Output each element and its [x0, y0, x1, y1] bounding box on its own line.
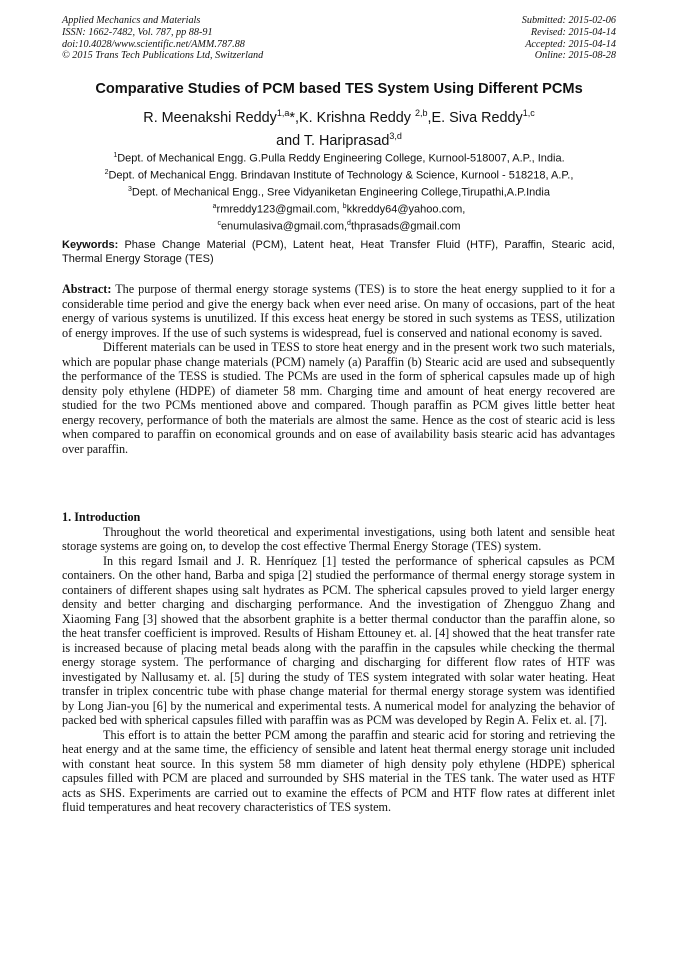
author-name: K. Krishna Reddy: [299, 109, 415, 126]
accepted-date: Accepted: 2015-04-14: [525, 38, 616, 50]
author-line-2: [0, 127, 678, 150]
email-address: kkreddy64@yahoo.com,: [346, 203, 466, 216]
author-name: R. Meenakshi Reddy: [143, 109, 277, 126]
affiliation-2: [0, 166, 678, 183]
affiliation-text: Dept. of Mechanical Engg. Brindavan Institute of Technology & Science, Kurnool - 518218, A.P.,: [108, 169, 574, 182]
author-name: ,E. Siva Reddy: [427, 109, 523, 126]
intro-paragraph-1: Throughout the world theoretical and experimental investigations, using both latent and sensible heat storage systems are going on, to develop the cost effective Thermal Energy Storage (TES) system.: [62, 524, 615, 553]
affiliation-1: [0, 149, 678, 166]
doi-line: doi:10.4028/www.scientific.net/AMM.787.88: [62, 38, 245, 50]
email-line-1: [0, 200, 678, 217]
email-superscript: a: [212, 203, 217, 211]
keywords-block: [62, 238, 615, 266]
abstract-text: The purpose of thermal energy storage systems (TES) is to store the heat energy supplied to it for a considerable time period and give the energy back when ever need arise. On many of occasions, part of the heat energy of various systems is unutilized. If this excess heat energy be stored in such systems as TESS, utilization of energy improves. If the use of such systems is widespread, fuel is conserved and national economy is saved.: [62, 282, 615, 340]
abstract-label: Abstract:: [62, 282, 112, 296]
affiliations: [0, 149, 678, 234]
journal-name: Applied Mechanics and Materials: [62, 15, 201, 26]
section-heading: 1. Introduction: [62, 510, 141, 524]
email-address: enumulasiva@gmail.com,: [220, 220, 348, 233]
keywords-label: Keywords:: [62, 239, 119, 251]
copyright-line: © 2015 Trans Tech Publications Ltd, Switzerland: [62, 50, 264, 62]
affiliation-superscript: 2: [104, 169, 109, 177]
paper-title: Comparative Studies of PCM based TES System Using Different PCMs: [95, 81, 583, 97]
introduction-section: [62, 510, 615, 815]
author-superscript: 3,d: [389, 130, 402, 141]
affiliation-superscript: 3: [128, 186, 132, 194]
email-address: thprasads@gmail.com: [350, 220, 461, 233]
abstract-paragraph-2: Different materials can be used in TESS to store heat energy and in the present work two such materials, which are popular phase change materials (PCM) namely (a) Paraffin (b) Stearic acid are used and subsequently the performance of the TESS is studied. The PCMs are used in the form of spherical capsules made up of high density poly ethylene (HDPE) of diameter 58 mm. Charging time and amount of heat energy recovered are studied for the two PCMs mentioned above and compared. Though paraffin as PCM gives little better heat energy recovery, performance of both the materials are almost the same. Hence as the cost of stearic acid is less when compared to paraffin on economical grounds and on ease of availability basis stearic acid has advantages over paraffin.: [62, 340, 615, 456]
affiliation-text: Dept. of Mechanical Engg., Sree Vidyaniketan Engineering College,Tirupathi,A.P.India: [131, 186, 550, 199]
intro-paragraph-2: In this regard Ismail and J. R. Henríquez [1] tested the performance of spherical capsules as PCM containers. On the other hand, Barba and spiga [2] studied the performance of thermal energy storage system in containers of different shapes using salt hydrates as PCM. The spherical capsules proved to yield larger energy density and better charging and discharging performance. And the investigation of Zhengguo Zhang and Xiaoming Fang [3] showed that the absorbent graphite is a better thermal conductor than the paraffin alone, so the heat transfer coefficient is improved. Results of Hisham Ettouney et. al. [4] showed that the heat transfer rate is increased because of placing metal beads along with the paraffin in the capsules while checking the thermal energy storage system. The performance of charging and discharging for different flow rates of HTF was investigated by Nallusamy et. al. [5] during the study of TES system integrated with solar water heating. Heat transfer in triplex concentric tube with phase change material for thermal energy storage system was identified by Long Jian-you [6] by the numerical and experimental tests. A numerical model for analyzing the behavior of packed bed with spherical capsules filled with paraffin was as PCM was developed by Regin A. Felix et. al. [7].: [62, 553, 615, 727]
email-line-2: [0, 217, 678, 234]
abstract-paragraph-1: [62, 282, 615, 340]
email-superscript: c: [217, 220, 221, 228]
email-address: rmreddy123@gmail.com,: [216, 203, 343, 216]
author-list: [0, 104, 678, 150]
author-superscript: 1,c: [522, 108, 535, 118]
submitted-date: Submitted: 2015-02-06: [521, 15, 616, 26]
keywords-text: Phase Change Material (PCM), Latent heat, Heat Transfer Fluid (HTF), Paraffin, Stearic acid, Thermal Energy Storage (TES): [62, 239, 615, 266]
author-superscript: 1,a: [276, 108, 290, 118]
intro-paragraph-3: This effort is to attain the better PCM among the paraffin and stearic acid for storing and retrieving the heat energy and at the same time, the efficiency of sensible and latent heat thermal energy storage unit included with constant heat source. In this system 58 mm diameter of high density poly ethylene (HDPE) spherical capsules filled with PCM are placed and surrounded by SHS material in the TES tank. The water used as HTF acts as SHS. Experiments are carried out to examine the effects of PCM and HTF flow rates at different inlet fluid temperatures and heat recovery characteristics of TES system.: [62, 727, 615, 814]
corresponding-mark: *,: [289, 109, 299, 126]
journal-info: [62, 15, 263, 62]
revised-date: Revised: 2015-04-14: [530, 26, 616, 38]
author-name: and T. Hariprasad: [276, 132, 390, 149]
author-line-1: [0, 104, 678, 127]
online-date: Online: 2015-08-28: [534, 50, 616, 62]
issn-line: ISSN: 1662-7482, Vol. 787, pp 88-91: [62, 26, 213, 38]
email-superscript: b: [342, 203, 347, 211]
author-superscript: 2,b: [414, 108, 428, 118]
affiliation-text: Dept. of Mechanical Engg. G.Pulla Reddy Engineering College, Kurnool-518007, A.P., India.: [117, 152, 565, 165]
affiliation-superscript: 1: [113, 152, 118, 159]
dates-info: [522, 15, 616, 62]
email-superscript: d: [347, 220, 351, 228]
abstract-section: [62, 282, 615, 456]
affiliation-3: [0, 183, 678, 200]
